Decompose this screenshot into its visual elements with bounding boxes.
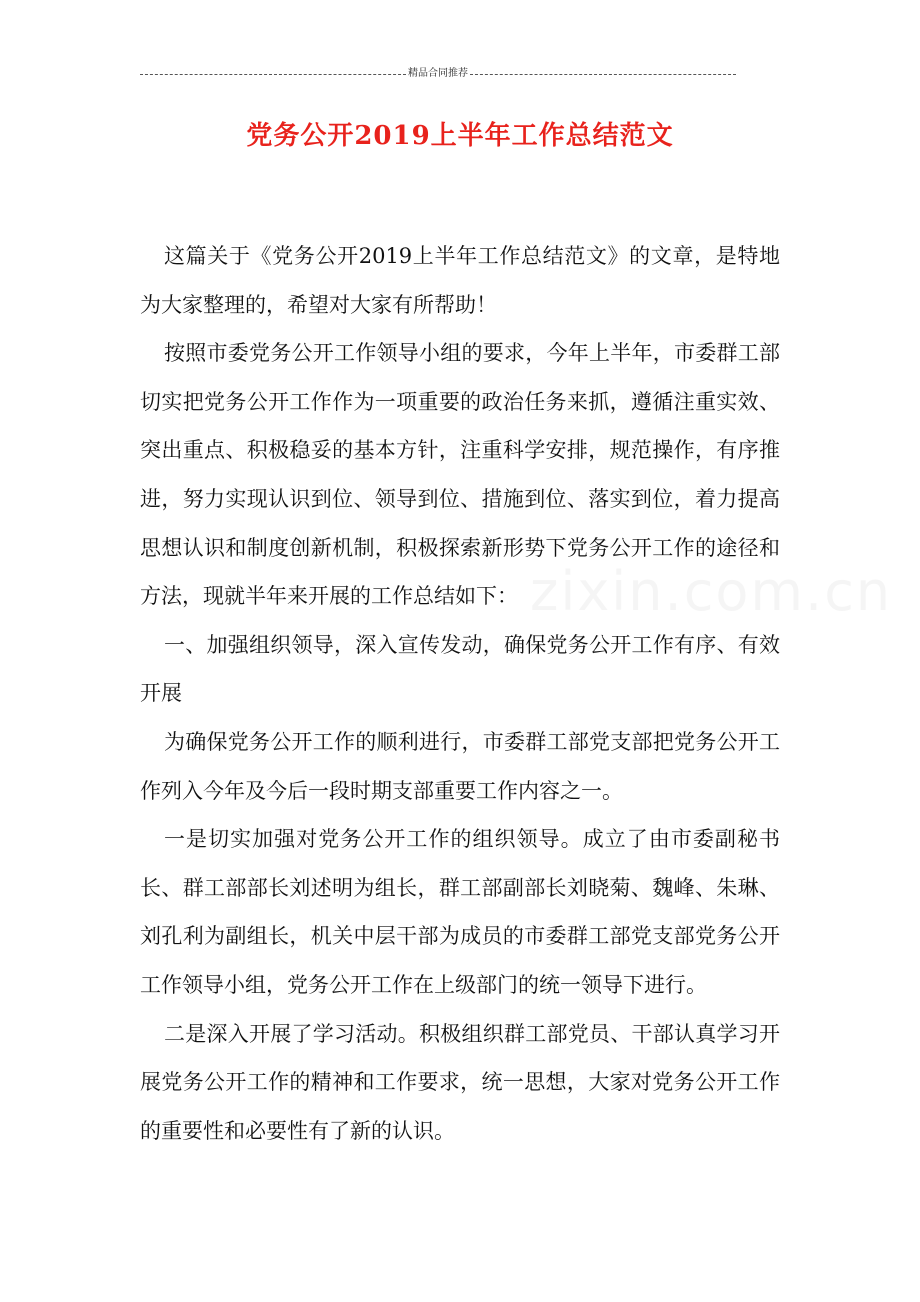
document-title: 党务公开2019上半年工作总结范文	[246, 121, 674, 151]
header-dash-left	[140, 74, 406, 75]
document-body	[140, 232, 780, 1155]
paragraph-point-2: 二是深入开展了学习活动。积极组织群工部党员、干部认真学习开展党务公开工作的精神和工作要求，统一思想，大家对党务公开工作的重要性和必要性有了新的认识。	[140, 1021, 780, 1143]
watermark: zixin.com.cn	[530, 560, 893, 623]
header-label: 精品合同推荐	[408, 68, 468, 79]
paragraph-intro: 这篇关于《党务公开2019上半年工作总结范文》的文章，是特地为大家整理的，希望对大家有所帮助！	[140, 244, 780, 317]
page-header	[140, 66, 736, 82]
section-heading-1: 一、加强组织领导，深入宣传发动，确保党务公开工作有序、有效开展	[140, 632, 780, 706]
paragraph-section-1: 为确保党务公开工作的顺利进行，市委群工部党支部把党务公开工作列入今年及今后一段时期支部重要工作内容之一。	[140, 729, 780, 803]
header-dash-right	[470, 74, 736, 75]
paragraph-overview: 按照市委党务公开工作领导小组的要求，今年上半年，市委群工部切实把党务公开工作作为一项重要的政治任务来抓，遵循注重实效、突出重点、积极稳妥的基本方针，注重科学安排，规范操作，有序推进，努力实现认识到位、领导到位、措施到位、落实到位，着力提高思想认识和制度创新机制，积极探索新形势下党务公开工作的途径和方法，现就半年来开展的工作总结如下：	[140, 341, 780, 609]
paragraph-point-1: 一是切实加强对党务公开工作的组织领导。成立了由市委副秘书长、群工部部长刘述明为组长，群工部副部长刘晓菊、魏峰、朱琳、刘孔利为副组长，机关中层干部为成员的市委群工部党支部党务公开工作领导小组，党务公开工作在上级部门的统一领导下进行。	[140, 827, 780, 997]
